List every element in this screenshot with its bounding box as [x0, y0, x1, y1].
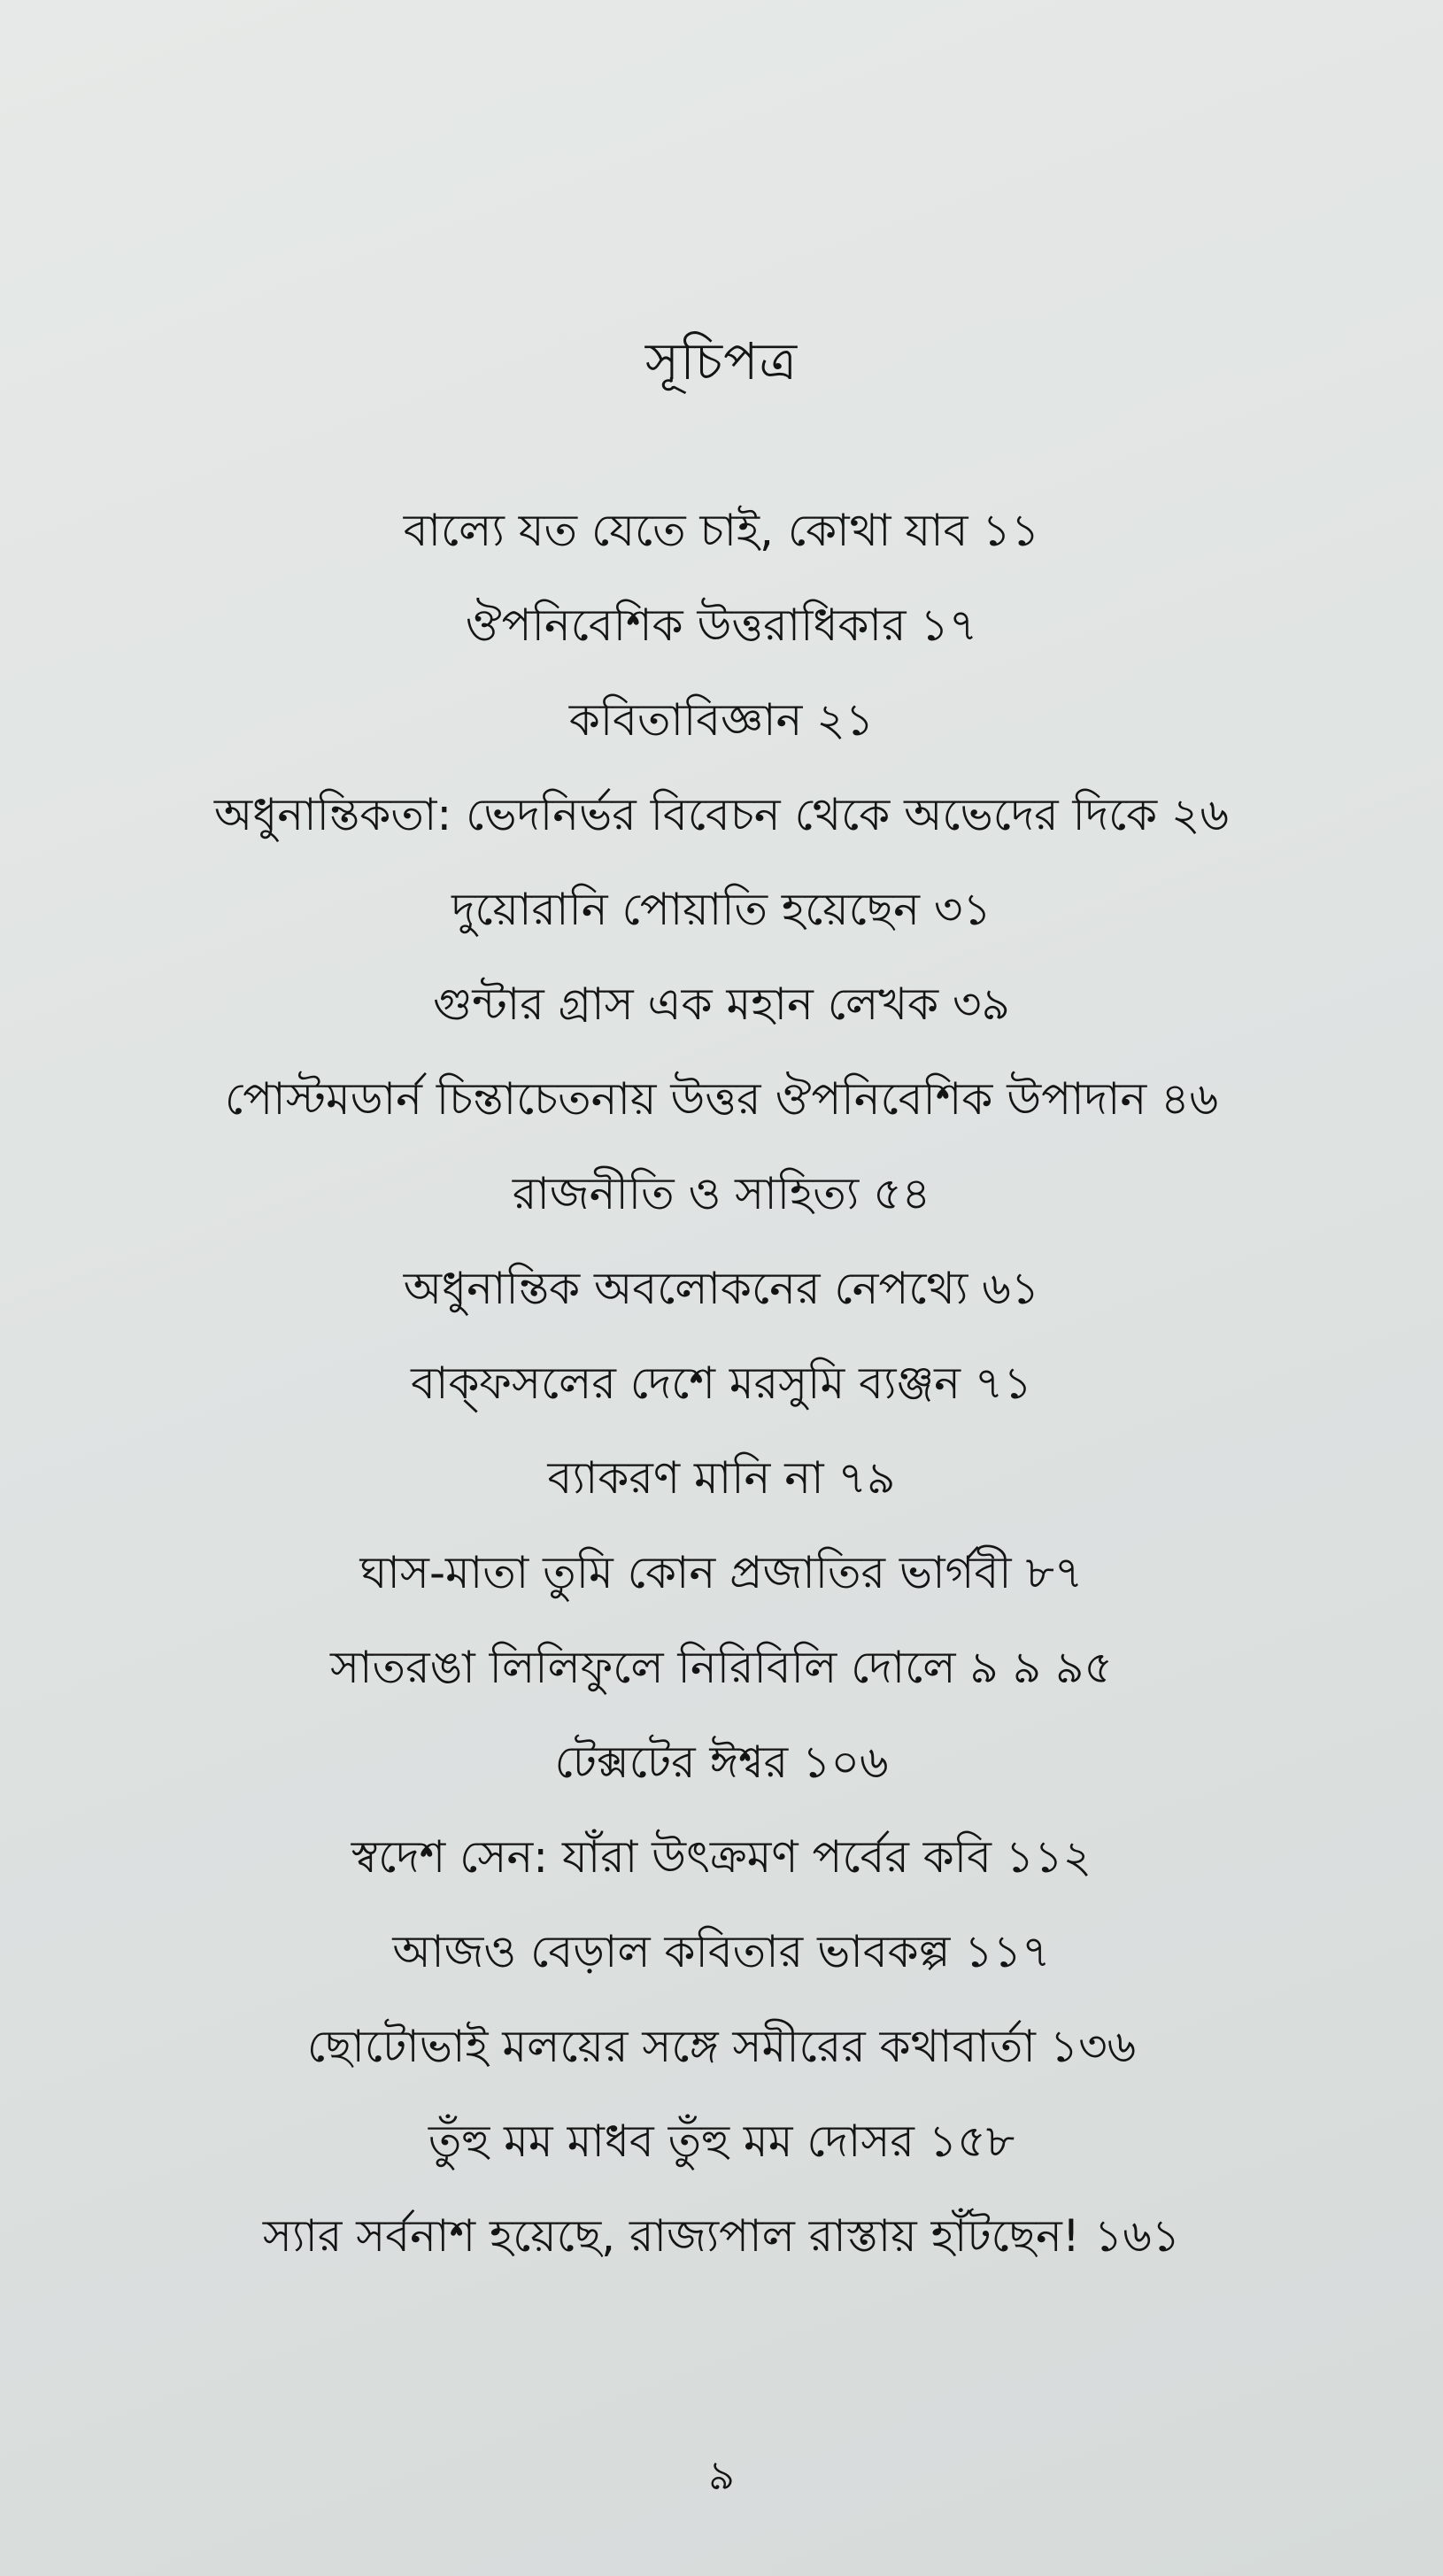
table-of-contents: [0, 483, 1443, 2284]
toc-entry-text: ঘাস-মাতা তুমি কোন প্রজাতির ভার্গবী ৮৭: [359, 1547, 1084, 1598]
toc-entry-text: অধুনান্তিকতা: ভেদনির্ভর বিবেচন থেকে অভেদের দিকে ২৬: [213, 789, 1230, 840]
toc-entry-text: তুঁহু মম মাধব তুঁহু মম দোসর ১৫৮: [428, 2116, 1015, 2167]
toc-entry-text: টেক্সটের ঈশ্বর ১০৬: [554, 1737, 889, 1788]
toc-entry: [0, 1715, 1443, 1810]
toc-entry: [0, 1526, 1443, 1621]
toc-entry: [0, 1431, 1443, 1526]
toc-entry: [0, 2189, 1443, 2284]
toc-entry: [0, 578, 1443, 673]
toc-entry-text: দুয়োরানি পোয়াতি হয়েছেন ৩১: [451, 884, 992, 935]
toc-entry: [0, 1052, 1443, 1147]
toc-entry-text: ব্যাকরণ মানি না ৭৯: [547, 1452, 896, 1504]
toc-entry-text: সাতরঙা লিলিফুলে নিরিবিলি দোলে ৯ ৯ ৯৫: [330, 1642, 1113, 1693]
toc-entry: [0, 673, 1443, 768]
toc-entry-text: গুন্টার গ্রাস এক মহান লেখক ৩৯: [433, 979, 1010, 1030]
toc-entry-text: স্যার সর্বনাশ হয়েছে, রাজ্যপাল রাস্তায় হাঁটছেন! ১৬১: [262, 2210, 1181, 2262]
page-number: ৯: [708, 2451, 735, 2499]
toc-entry: [0, 1810, 1443, 1905]
toc-entry: [0, 1621, 1443, 1715]
toc-entry-text: রাজনীতি ও সাহিত্য ৫৪: [512, 1168, 931, 1219]
toc-entry: [0, 1147, 1443, 1242]
toc-entry: [0, 1905, 1443, 2000]
toc-entry-text: পোস্টমডার্ন চিন্তাচেতনায় উত্তর ঔপনিবেশিক উপাদান ৪৬: [224, 1073, 1219, 1125]
toc-entry-text: আজও বেড়াল কবিতার ভাবকল্প ১১৭: [392, 1926, 1051, 1977]
toc-entry-text: স্বদেশ সেন: যাঁরা উৎক্রমণ পর্বের কবি ১১২: [351, 1831, 1092, 1883]
toc-entry-text: বাল্যে যত যেতে চাই, কোথা যাব ১১: [403, 505, 1040, 556]
toc-entry: [0, 2094, 1443, 2189]
toc-entry: [0, 768, 1443, 863]
toc-entry: [0, 483, 1443, 578]
toc-entry: [0, 2000, 1443, 2094]
toc-entry: [0, 1242, 1443, 1336]
toc-entry-text: কবিতাবিজ্ঞান ২১: [568, 694, 875, 746]
toc-entry-text: ছোটোভাই মলয়ের সঙ্গে সমীরের কথাবার্তা ১৩৬: [306, 2021, 1137, 2072]
toc-entry-text: ঔপনিবেশিক উত্তরাধিকার ১৭: [465, 600, 978, 651]
toc-entry: [0, 1336, 1443, 1431]
toc-entry-text: বাক্‌ফসলের দেশে মরসুমি ব্যঞ্জন ৭১: [411, 1358, 1032, 1409]
toc-entry-text: অধুনান্তিক অবলোকনের নেপথ্যে ৬১: [403, 1263, 1040, 1314]
toc-entry: [0, 957, 1443, 1052]
toc-entry: [0, 863, 1443, 957]
page-title: সূচিপত্র: [644, 331, 799, 391]
